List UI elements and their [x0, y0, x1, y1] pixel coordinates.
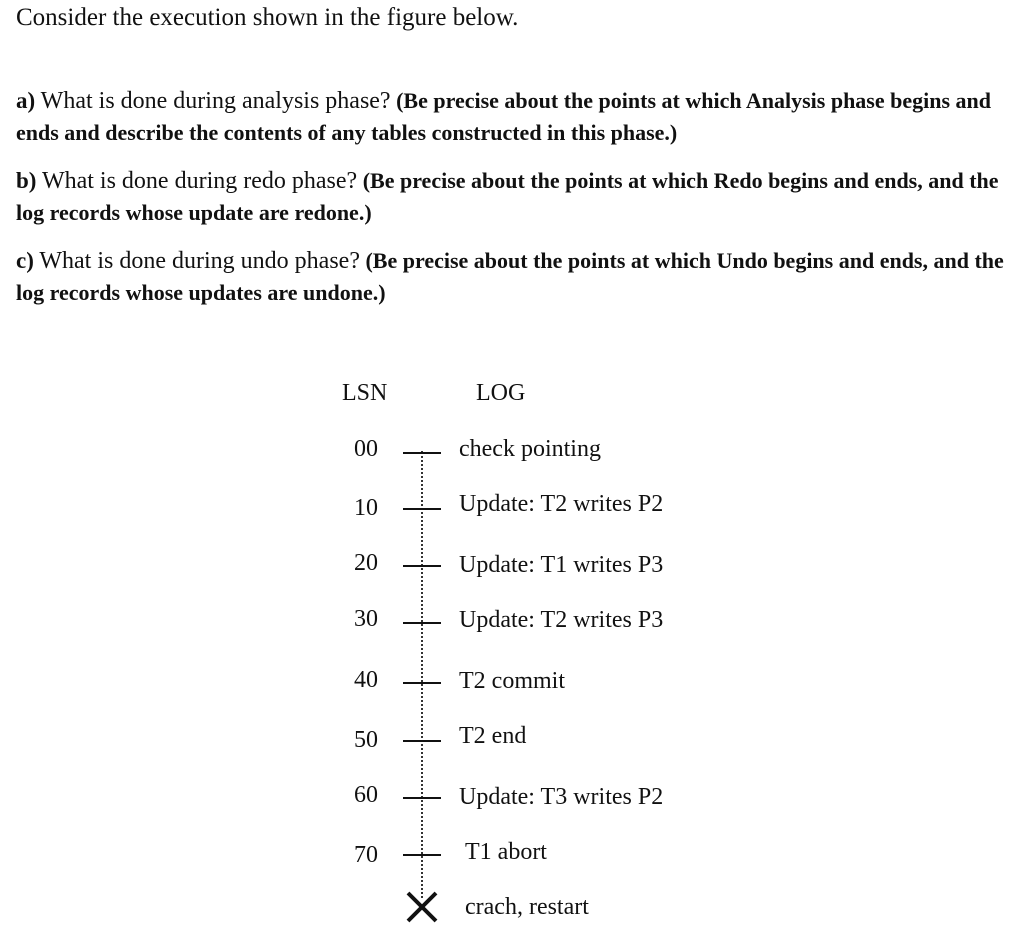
- log-header: LOG: [476, 380, 526, 406]
- question-c: [16, 245, 1016, 308]
- log-entry: T2 end: [459, 723, 527, 749]
- lsn-value: 40: [354, 667, 378, 693]
- question-c-text: What is done during undo phase?: [39, 248, 360, 274]
- question-a: [16, 85, 1016, 148]
- question-b-lead: b): [16, 168, 37, 193]
- lsn-value: 10: [354, 495, 378, 521]
- timeline-tick: [403, 565, 441, 567]
- timeline-line: [421, 451, 423, 898]
- timeline-tick: [403, 682, 441, 684]
- log-entry: Update: T2 writes P3: [459, 607, 664, 633]
- question-a-lead: a): [16, 88, 36, 113]
- log-entry: Update: T1 writes P3: [459, 552, 664, 578]
- log-entry: Update: T2 writes P2: [459, 491, 664, 517]
- timeline-tick: [403, 740, 441, 742]
- question-c-instructions: (Be precise about the points at which Undo begins and ends, and the log records whose updates are undone.): [16, 248, 1004, 305]
- question-c-lead: c): [16, 248, 34, 273]
- crash-label: crach, restart: [465, 894, 589, 920]
- lsn-header: LSN: [342, 380, 388, 406]
- log-entry: T1 abort: [465, 839, 547, 865]
- intro-text: Consider the execution shown in the figure below.: [16, 4, 519, 31]
- timeline-tick: [403, 508, 441, 510]
- lsn-value: 30: [354, 606, 378, 632]
- timeline-tick: [403, 797, 441, 799]
- lsn-value: 00: [354, 436, 378, 462]
- crash-x-icon: [405, 890, 439, 924]
- lsn-value: 50: [354, 727, 378, 753]
- lsn-value: 70: [354, 842, 378, 868]
- question-b-text: What is done during redo phase?: [41, 168, 358, 194]
- lsn-value: 60: [354, 782, 378, 808]
- log-entry: check pointing: [459, 436, 601, 462]
- question-a-text: What is done during analysis phase?: [40, 88, 391, 114]
- lsn-value: 20: [354, 550, 378, 576]
- timeline-tick: [403, 452, 441, 454]
- question-a-instructions: (Be precise about the points at which Analysis phase begins and ends and describe the contents of any tables constructed in this phase.): [16, 88, 992, 145]
- timeline-tick: [403, 854, 441, 856]
- log-entry: T2 commit: [459, 668, 565, 694]
- question-b: [16, 165, 1016, 228]
- question-b-instructions: (Be precise about the points at which Redo begins and ends, and the log records whose update are redone.): [16, 168, 999, 225]
- timeline-tick: [403, 622, 441, 624]
- log-entry: Update: T3 writes P2: [459, 784, 664, 810]
